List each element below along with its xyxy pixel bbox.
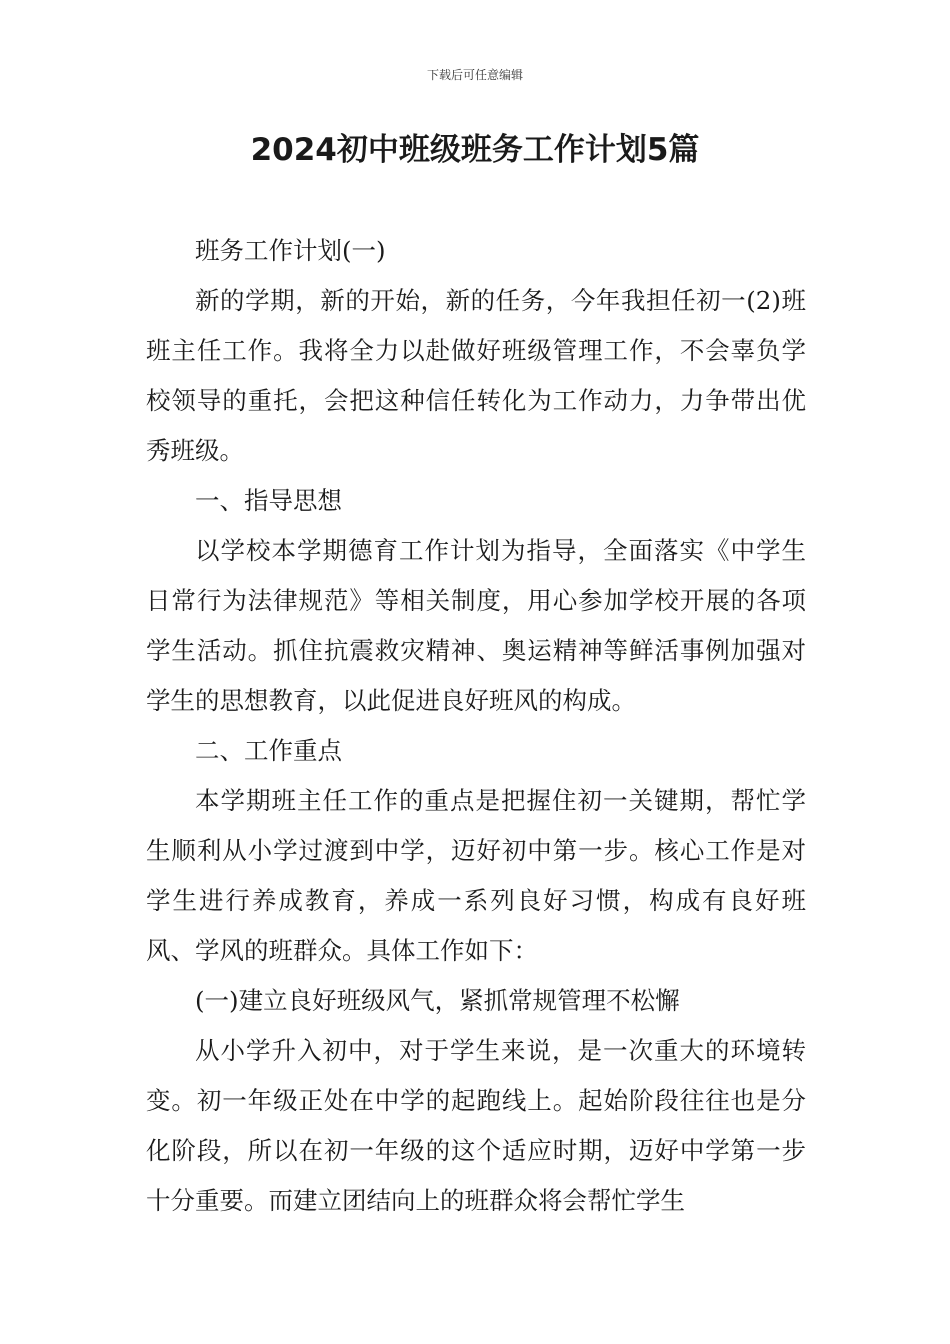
subsection-heading-class-atmosphere: (一)建立良好班级风气，紧抓常规管理不松懈 — [195, 986, 680, 1015]
guiding-thought-paragraph: 以学校本学期德育工作计划为指导，全面落实《中学生日常行为法律规范》等相关制度，用心参加学校开展的各项学生活动。抓住抗震救灾精神、奥运精神等鲜活事例加强对学生的思想教育，以此促进良好班风的构成。 — [146, 536, 806, 715]
class-atmosphere-paragraph: 从小学升入初中，对于学生来说，是一次重大的环境转变。初一年级正处在中学的起跑线上。起始阶段往往也是分化阶段，所以在初一年级的这个适应时期，迈好中学第一步十分重要。而建立团结向上的班群众将会帮忙学生 — [146, 1036, 806, 1215]
work-focus-paragraph: 本学期班主任工作的重点是把握住初一关键期，帮忙学生顺利从小学过渡到中学，迈好初中第一步。核心工作是对学生进行养成教育，养成一系列良好习惯，构成有良好班风、学风的班群众。具体工作如下： — [146, 786, 806, 965]
section-heading-work-focus: 二、工作重点 — [195, 736, 342, 765]
section-heading-guiding-thought: 一、指导思想 — [195, 486, 342, 515]
section-heading-plan-one: 班务工作计划(一) — [195, 236, 386, 265]
intro-paragraph: 新的学期，新的开始，新的任务，今年我担任初一(2)班班主任工作。我将全力以赴做好班级管理工作，不会辜负学校领导的重托，会把这种信任转化为工作动力，力争带出优秀班级。 — [146, 286, 806, 465]
document-body — [146, 226, 806, 1226]
header-note: 下载后可任意编辑 — [426, 68, 523, 82]
document-title: 2024初中班级班务工作计划5篇 — [250, 132, 700, 168]
